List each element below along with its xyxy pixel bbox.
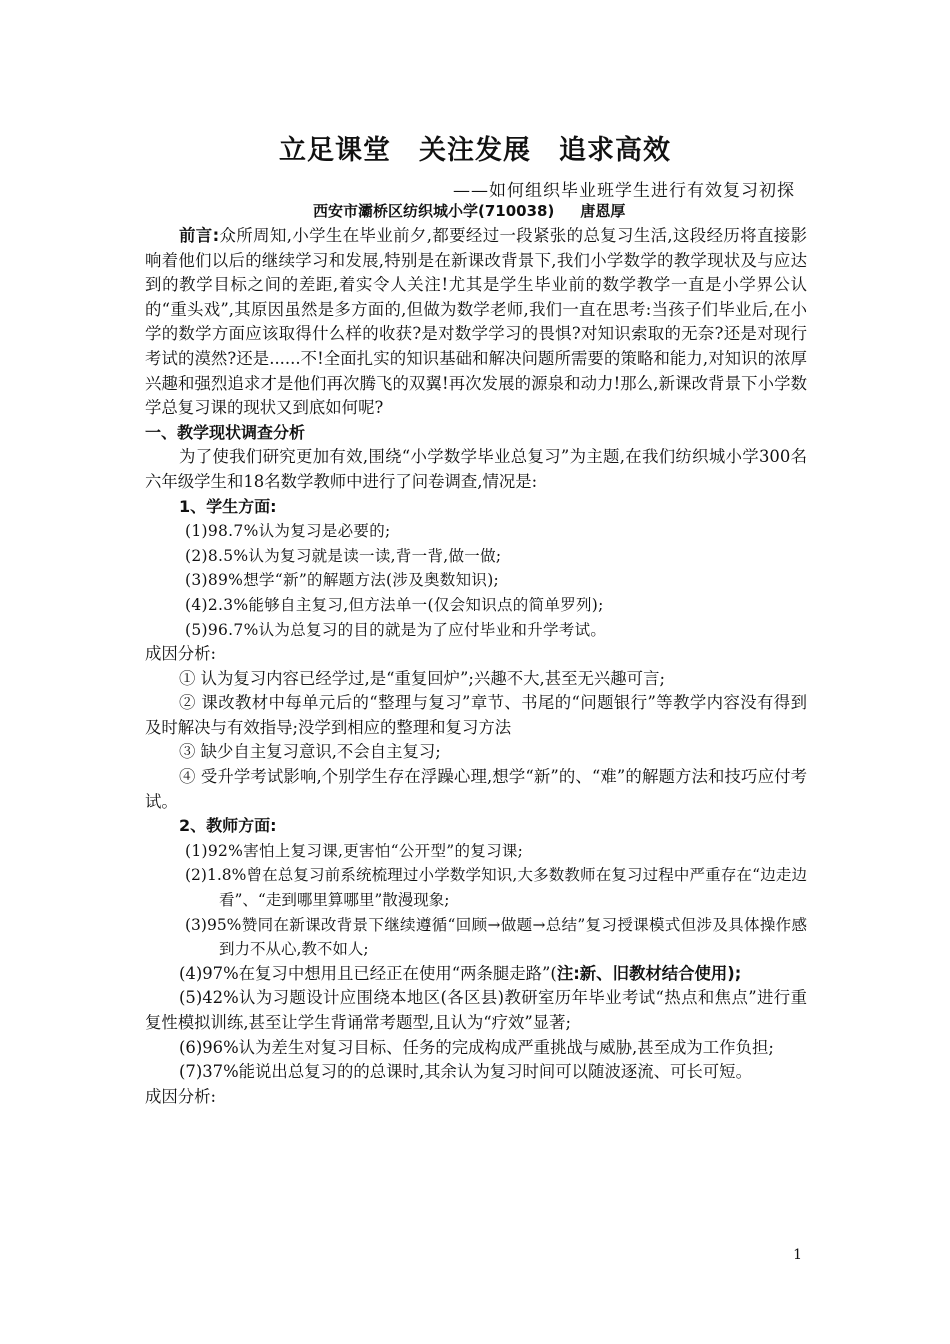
list-item: (2)1.8%曾在总复习前系统梳理过小学数学知识,大多数教师在复习过程中严重存在“边走边看”、“走到哪里算哪里”散漫现象;: [185, 866, 807, 910]
preface-paragraph: [145, 224, 807, 421]
item4-text: (4)97%在复习中想用且已经正在使用“两条腿走路”(: [179, 963, 557, 983]
page-number-text: 1: [793, 1247, 802, 1263]
list-item: [145, 962, 807, 987]
document-body: [145, 224, 807, 1109]
analysis-item: ② 课改教材中每单元后的“整理与复习”章节、书尾的“问题银行”等教学内容没有得到及时解决与有效指导;没学到相应的整理和复习方法: [145, 693, 807, 737]
list-item: (5)96.7%认为总复习的目的就是为了应付毕业和升学考试。: [185, 620, 607, 639]
document-title: [0, 128, 950, 167]
list-item: (1)92%害怕上复习课,更害怕“公开型”的复习课;: [185, 841, 524, 860]
item4-note: 注:新、旧教材结合使用);: [556, 963, 742, 983]
document-subtitle: ——如何组织毕业班学生进行有效复习初探: [453, 181, 795, 201]
analysis-item: ① 认为复习内容已经学过,是“重复回炉”;兴趣不大,甚至无兴趣可言;: [179, 668, 665, 688]
author-school: 西安市灞桥区纺织城小学(710038): [313, 202, 555, 220]
list-item: (4)2.3%能够自主复习,但方法单一(仅会知识点的简单罗列);: [185, 595, 604, 614]
teachers-heading: 2、教师方面:: [179, 816, 277, 836]
title-part: 立足课堂: [279, 135, 391, 166]
preface-label: 前言:: [179, 226, 220, 245]
list-item: (6)96%认为差生对复习目标、任务的完成构成严重挑战与威胁,甚至成为工作负担;: [179, 1037, 774, 1057]
analysis-label: 成因分析:: [145, 644, 217, 664]
list-item: (3)95%赞同在新课改背景下继续遵循“回顾→做题→总结”复习授课模式但涉及具体操作感到力不从心,教不如人;: [185, 915, 807, 959]
students-heading: 1、学生方面:: [179, 496, 277, 516]
list-item: (3)89%想学“新”的解题方法(涉及奥数知识);: [185, 571, 500, 590]
author-name: 唐恩厚: [580, 202, 626, 220]
list-item: (2)8.5%认为复习就是读一读,背一背,做一做;: [185, 546, 502, 565]
section-heading: 一、教学现状调查分析: [145, 422, 306, 442]
author-line: [313, 200, 625, 221]
analysis-label: 成因分析:: [145, 1086, 217, 1106]
analysis-item: ③ 缺少自主复习意识,不会自主复习;: [179, 742, 441, 762]
analysis-item: ④ 受升学考试影响,个别学生存在浮躁心理,想学“新”的、“难”的解题方法和技巧应付考试。: [145, 767, 807, 811]
preface-text: 众所周知,小学生在毕业前夕,都要经过一段紧张的总复习生活,这段经历将直接影响着他们以后的继续学习和发展,特别是在新课改背景下,我们小学数学的教学现状及与应达到的教学目标之间的差距,着实令人关注!尤其是学生毕业前的数学教学一直是小学界公认的“重头戏”,其原因虽然是多方面的,但做为数学老师,我们一直在思考:当孩子们毕业后,在小学的数学方面应该取得什么样的收获?是对数学学习的畏惧?对知识索取的无奈?还是对现行考试的漠然?还是......不!全面扎实的知识基础和解决问题所需要的策略和能力,对知识的浓厚兴趣和强烈追求才是他们再次腾飞的双翼!再次发展的源泉和动力!那么,新课改背景下小学数学总复习课的现状又到底如何呢?: [145, 226, 807, 418]
list-item: (1)98.7%认为复习是必要的;: [185, 522, 391, 541]
title-part: 关注发展: [419, 135, 531, 166]
list-item: (7)37%能说出总复习的的总课时,其余认为复习时间可以随波逐流、可长可短。: [179, 1062, 752, 1082]
list-item: (5)42%认为习题设计应围绕本地区(各区县)教研室历年毕业考试“热点和焦点”进行重复性模拟训练,甚至让学生背诵常考题型,且认为“疗效”显著;: [145, 988, 807, 1032]
section-intro: 为了使我们研究更加有效,围绕“小学数学毕业总复习”为主题,在我们纺织城小学300名六年级学生和18名数学教师中进行了问卷调查,情况是:: [145, 447, 807, 491]
title-part: 追求高效: [559, 135, 671, 166]
